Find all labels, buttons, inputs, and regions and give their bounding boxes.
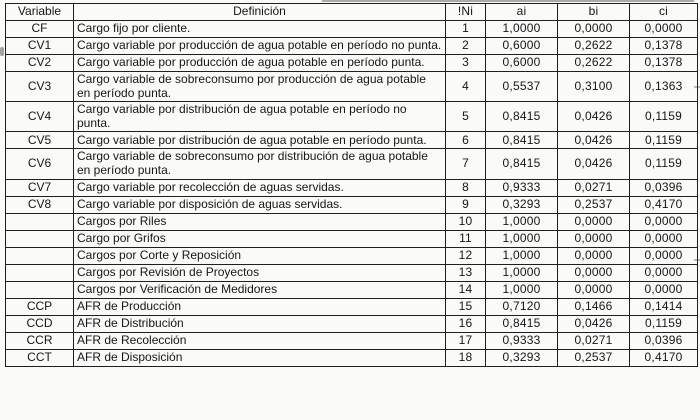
cell-ni: 15 <box>446 298 486 315</box>
cell-ni: 2 <box>446 38 486 55</box>
cell-ai: 1,0000 <box>486 21 558 38</box>
table-row <box>6 132 698 149</box>
cell-bi: 0,0426 <box>558 102 630 132</box>
cell-ci: 0,1363 <box>630 72 698 102</box>
cell-bi: 0,1466 <box>558 298 630 315</box>
cell-ci: 0,0000 <box>630 230 698 247</box>
cell-ci: 0,1159 <box>630 315 698 332</box>
table-row <box>6 179 698 196</box>
cell-ai: 0,3293 <box>486 349 558 366</box>
cell-ni: 7 <box>446 149 486 179</box>
scan-artifact <box>322 0 694 2</box>
cell-ni: 8 <box>446 179 486 196</box>
cell-ni: 6 <box>446 132 486 149</box>
cell-definicion: Cargos por Revisión de Proyectos <box>74 264 446 281</box>
cell-variable: CV3 <box>6 72 74 102</box>
cell-definicion: Cargos por Riles <box>74 213 446 230</box>
cell-bi: 0,0426 <box>558 149 630 179</box>
cell-ai: 0,8415 <box>486 315 558 332</box>
cell-bi: 0,0271 <box>558 179 630 196</box>
cell-bi: 0,2622 <box>558 38 630 55</box>
cell-bi: 0,0000 <box>558 213 630 230</box>
cell-definicion: Cargos por Corte y Reposición <box>74 247 446 264</box>
table-row <box>6 230 698 247</box>
cell-ci: 0,0396 <box>630 179 698 196</box>
cell-ci: 0,0000 <box>630 21 698 38</box>
cell-variable: CCR <box>6 332 74 349</box>
cell-ni: 13 <box>446 264 486 281</box>
cell-definicion: Cargo variable por recolección de aguas servidas. <box>74 179 446 196</box>
cell-bi: 0,0426 <box>558 132 630 149</box>
column-header-bi: bi <box>558 4 630 21</box>
cell-ci: 0,4170 <box>630 196 698 213</box>
column-header-ci: ci <box>630 4 698 21</box>
header-row <box>6 4 698 21</box>
cell-definicion: AFR de Recolección <box>74 332 446 349</box>
cell-definicion: Cargos por Verificación de Medidores <box>74 281 446 298</box>
column-header-definicion: Definición <box>74 4 446 21</box>
cell-ai: 0,7120 <box>486 298 558 315</box>
cell-ni: 18 <box>446 349 486 366</box>
cell-ci: 0,4170 <box>630 349 698 366</box>
cell-ni: 5 <box>446 102 486 132</box>
cell-ci: 0,1159 <box>630 102 698 132</box>
cell-variable <box>6 247 74 264</box>
cell-ci: 0,1414 <box>630 298 698 315</box>
cell-variable: CCT <box>6 349 74 366</box>
cell-ni: 4 <box>446 72 486 102</box>
scan-artifact <box>0 47 4 56</box>
cell-bi: 0,0000 <box>558 230 630 247</box>
cell-ci: 0,1378 <box>630 38 698 55</box>
cell-ni: 9 <box>446 196 486 213</box>
table-row <box>6 149 698 179</box>
cell-definicion: AFR de Disposición <box>74 349 446 366</box>
cell-variable: CV1 <box>6 38 74 55</box>
cell-definicion: Cargo variable de sobreconsumo por distribución de agua potable en período punta. <box>74 149 446 179</box>
cell-ai: 0,8415 <box>486 102 558 132</box>
cell-variable: CF <box>6 21 74 38</box>
table-row <box>6 298 698 315</box>
cell-definicion: Cargo variable por distribución de agua potable en período no punta. <box>74 102 446 132</box>
tariff-factors-table <box>5 3 698 367</box>
cell-ai: 0,3293 <box>486 196 558 213</box>
cell-definicion: Cargo variable por distribución de agua potable en período punta. <box>74 132 446 149</box>
column-header-ai: ai <box>486 4 558 21</box>
cell-definicion: Cargo fijo por cliente. <box>74 21 446 38</box>
column-header-variable: Variable <box>6 4 74 21</box>
cell-ci: 0,0000 <box>630 281 698 298</box>
cell-ai: 0,9333 <box>486 179 558 196</box>
cell-ci: 0,1159 <box>630 149 698 179</box>
table-body <box>6 21 698 367</box>
cell-variable: CV2 <box>6 55 74 72</box>
cell-ai: 1,0000 <box>486 230 558 247</box>
cell-variable: CCP <box>6 298 74 315</box>
table-row <box>6 21 698 38</box>
table-row <box>6 281 698 298</box>
cell-variable: CV7 <box>6 179 74 196</box>
cell-ai: 0,9333 <box>486 332 558 349</box>
cell-ai: 0,8415 <box>486 149 558 179</box>
table-row <box>6 55 698 72</box>
table-row <box>6 38 698 55</box>
table-row <box>6 72 698 102</box>
cell-ci: 0,0000 <box>630 213 698 230</box>
cell-definicion: AFR de Producción <box>74 298 446 315</box>
cell-variable <box>6 281 74 298</box>
cell-bi: 0,2622 <box>558 55 630 72</box>
cell-ai: 1,0000 <box>486 213 558 230</box>
cell-variable <box>6 213 74 230</box>
cell-ni: 14 <box>446 281 486 298</box>
cell-bi: 0,0000 <box>558 264 630 281</box>
column-header-ni: !Ni <box>446 4 486 21</box>
cell-bi: 0,0000 <box>558 247 630 264</box>
cell-ci: 0,0000 <box>630 264 698 281</box>
cell-bi: 0,2537 <box>558 196 630 213</box>
cell-variable: CV6 <box>6 149 74 179</box>
cell-definicion: Cargo por Grifos <box>74 230 446 247</box>
cell-ci: 0,0396 <box>630 332 698 349</box>
cell-bi: 0,0426 <box>558 315 630 332</box>
cell-definicion: Cargo variable de sobreconsumo por producción de agua potable en período punta. <box>74 72 446 102</box>
table-row <box>6 315 698 332</box>
table-row <box>6 102 698 132</box>
table-row <box>6 213 698 230</box>
cell-ni: 16 <box>446 315 486 332</box>
cell-ai: 0,6000 <box>486 55 558 72</box>
cell-definicion: Cargo variable por disposición de aguas servidas. <box>74 196 446 213</box>
cell-ai: 0,8415 <box>486 132 558 149</box>
cell-variable: CV4 <box>6 102 74 132</box>
cell-ni: 1 <box>446 21 486 38</box>
table-row <box>6 332 698 349</box>
cell-ai: 1,0000 <box>486 247 558 264</box>
cell-variable: CV8 <box>6 196 74 213</box>
cell-bi: 0,0000 <box>558 281 630 298</box>
cell-variable <box>6 230 74 247</box>
cell-bi: 0,3100 <box>558 72 630 102</box>
cell-variable: CV5 <box>6 132 74 149</box>
cell-ni: 10 <box>446 213 486 230</box>
table-row <box>6 349 698 366</box>
cell-ai: 1,0000 <box>486 281 558 298</box>
cell-definicion: Cargo variable por producción de agua potable en período punta. <box>74 55 446 72</box>
table-row <box>6 196 698 213</box>
cell-ni: 12 <box>446 247 486 264</box>
cell-ai: 0,6000 <box>486 38 558 55</box>
table-row <box>6 264 698 281</box>
cell-ai: 0,5537 <box>486 72 558 102</box>
cell-variable: CCD <box>6 315 74 332</box>
cell-ci: 0,1378 <box>630 55 698 72</box>
cell-definicion: Cargo variable por producción de agua potable en período no punta. <box>74 38 446 55</box>
cell-variable <box>6 264 74 281</box>
cell-ni: 11 <box>446 230 486 247</box>
cell-ai: 1,0000 <box>486 264 558 281</box>
cell-bi: 0,0271 <box>558 332 630 349</box>
table-row <box>6 247 698 264</box>
cell-ci: 0,1159 <box>630 132 698 149</box>
cell-bi: 0,2537 <box>558 349 630 366</box>
cell-ni: 3 <box>446 55 486 72</box>
cell-ni: 17 <box>446 332 486 349</box>
cell-ci: 0,0000 <box>630 247 698 264</box>
cell-bi: 0,0000 <box>558 21 630 38</box>
cell-definicion: AFR de Distribución <box>74 315 446 332</box>
